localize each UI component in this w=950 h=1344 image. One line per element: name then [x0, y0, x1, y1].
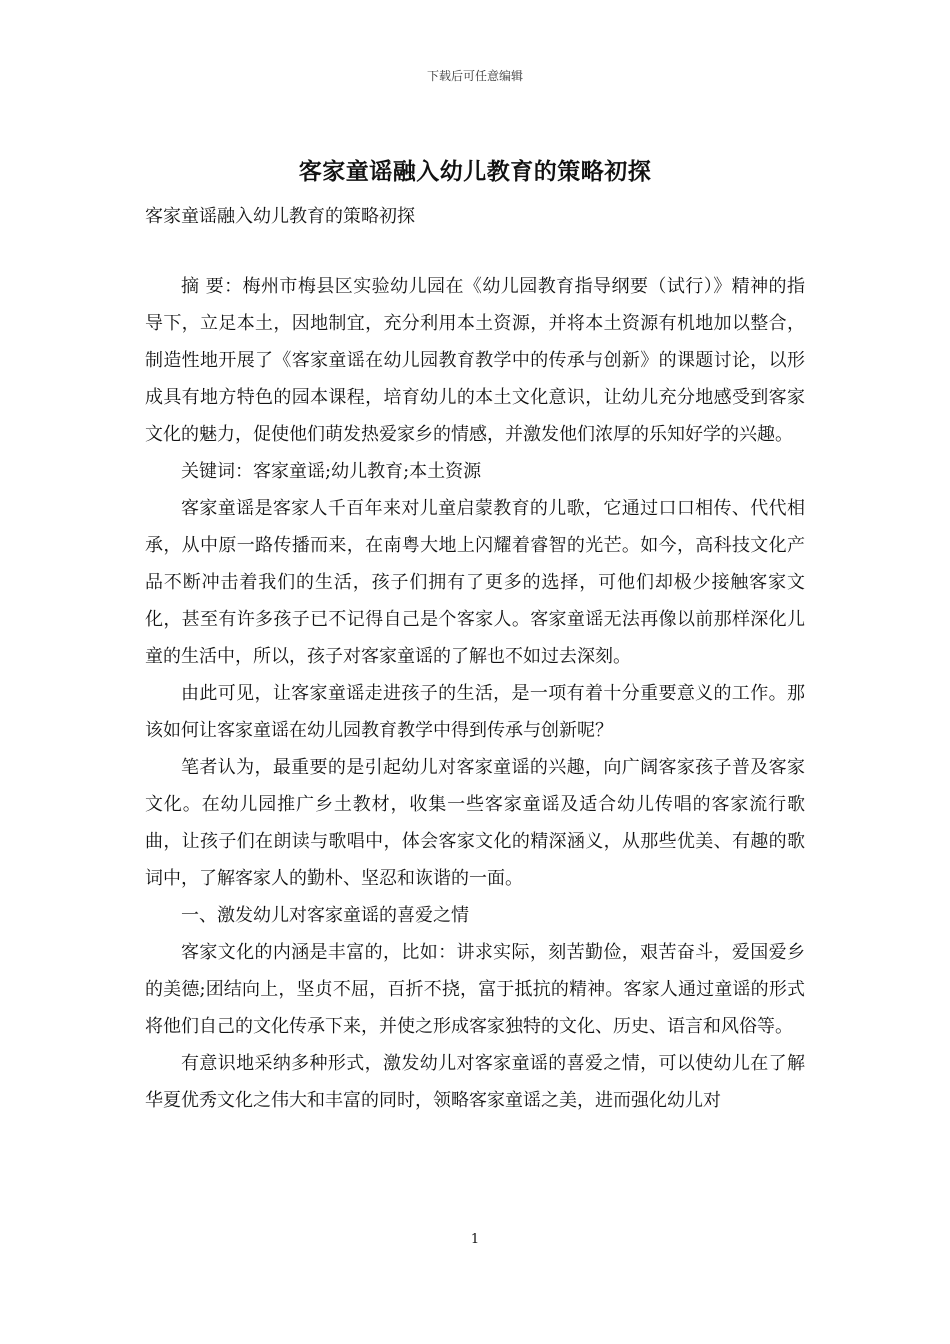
keywords-paragraph: 关键词：客家童谣;幼儿教育;本土资源: [181, 461, 482, 482]
body-paragraph: 由此可见，让客家童谣走进孩子的生活，是一项有着十分重要意义的工作。那该如何让客家童谣在幼儿园教育教学中得到传承与创新呢？: [145, 683, 805, 741]
section-heading: 一、激发幼儿对客家童谣的喜爱之情: [181, 905, 469, 926]
body-paragraph: 客家童谣是客家人千百年来对儿童启蒙教育的儿歌，它通过口口相传、代代相承，从中原一路传播而来，在南粤大地上闪耀着睿智的光芒。如今，高科技文化产品不断冲击着我们的生活，孩子们拥有了更多的选择，可他们却极少接触客家文化，甚至有许多孩子已不记得自己是个客家人。客家童谣无法再像以前那样深化儿童的生活中，所以，孩子对客家童谣的了解也不如过去深刻。: [145, 498, 805, 667]
document-title: 客家童谣融入幼儿教育的策略初探: [298, 158, 652, 185]
body-paragraph: 客家文化的内涵是丰富的，比如：讲求实际，刻苦勤俭，艰苦奋斗，爱国爱乡的美德;团结向上，坚贞不屈，百折不挠，富于抵抗的精神。客家人通过童谣的形式将他们自己的文化传承下来，并使之形成客家独特的文化、历史、语言和风俗等。: [145, 942, 805, 1037]
page-number: 1: [470, 1232, 480, 1247]
page-header-note: 下载后可任意编辑: [426, 69, 523, 83]
document-body: [145, 268, 805, 1119]
body-paragraph: 笔者认为，最重要的是引起幼儿对客家童谣的兴趣，向广阔客家孩子普及客家文化。在幼儿园推广乡土教材，收集一些客家童谣及适合幼儿传唱的客家流行歌曲，让孩子们在朗读与歌唱中，体会客家文化的精深涵义，从那些优美、有趣的歌词中，了解客家人的勤朴、坚忍和诙谐的一面。: [145, 757, 805, 889]
body-paragraph: 有意识地采纳多种形式，激发幼儿对客家童谣的喜爱之情，可以使幼儿在了解华夏优秀文化之伟大和丰富的同时，领略客家童谣之美，进而强化幼儿对: [145, 1053, 805, 1111]
document-subtitle: 客家童谣融入幼儿教育的策略初探: [145, 206, 415, 227]
abstract-paragraph: 摘 要：梅州市梅县区实验幼儿园在《幼儿园教育指导纲要（试行）》精神的指导下，立足本土，因地制宜，充分利用本土资源，并将本土资源有机地加以整合，制造性地开展了《客家童谣在幼儿园教育教学中的传承与创新》的课题讨论，以形成具有地方特色的园本课程，培育幼儿的本土文化意识，让幼儿充分地感受到客家文化的魅力，促使他们萌发热爱家乡的情感，并激发他们浓厚的乐知好学的兴趣。: [145, 276, 805, 445]
